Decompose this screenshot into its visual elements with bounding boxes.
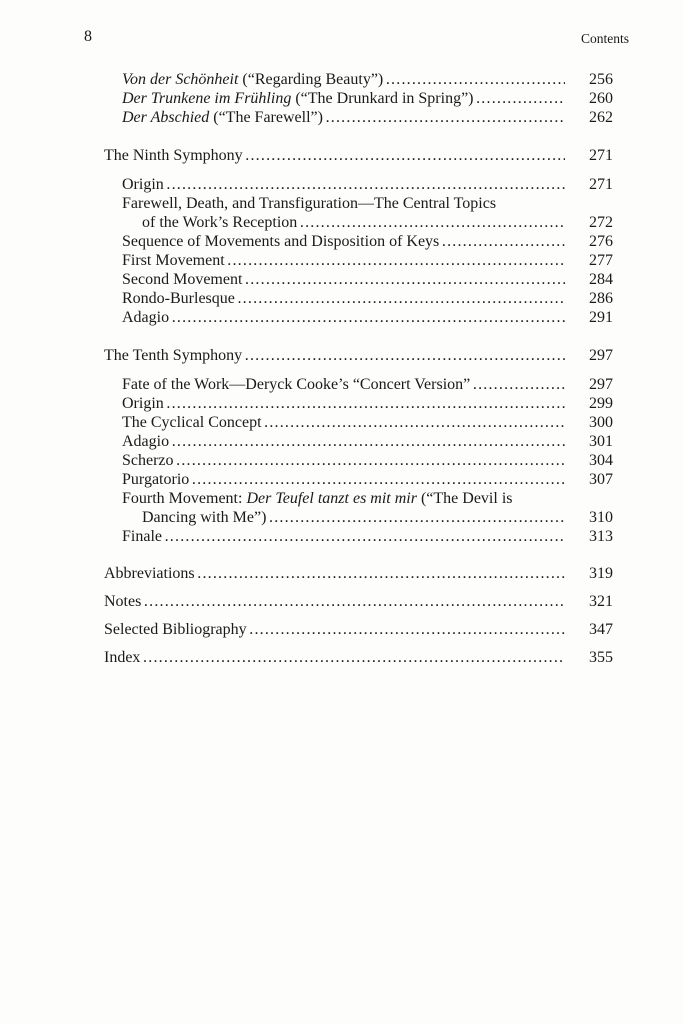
toc-entry <box>0 648 683 670</box>
toc-entry-page-number: 256 <box>589 71 613 88</box>
toc-entry-title <box>122 175 565 194</box>
toc-entry-title <box>104 648 565 667</box>
toc-entry-title <box>104 146 565 165</box>
toc-entry-title <box>122 527 565 546</box>
toc-entry-text: Selected Bibliography <box>104 621 247 638</box>
toc-entry-text: (“The Devil is <box>416 490 513 507</box>
toc-entry-title <box>122 451 565 470</box>
toc-entry-page-number: 301 <box>589 433 613 450</box>
toc-entry-text: Origin <box>122 176 164 193</box>
toc-entry <box>0 146 683 168</box>
toc-entry <box>0 620 683 642</box>
toc-entry-page-number: 272 <box>589 214 613 231</box>
toc-entry-title <box>122 413 565 432</box>
toc-entry-title <box>122 489 565 508</box>
toc-entry-page-number: 319 <box>589 565 613 582</box>
toc-entry-page-number: 271 <box>589 176 613 193</box>
toc-entry-title <box>122 432 565 451</box>
toc-entry-page-number: 297 <box>589 347 613 364</box>
toc-entry-italic-title: Der Trunkene im Frühling <box>122 90 292 107</box>
toc-entry-page-number: 260 <box>589 90 613 107</box>
toc-entry-text: (“The Drunkard in Spring”) <box>291 90 474 107</box>
toc-entry-title <box>122 470 565 489</box>
toc-entry-text: Dancing with Me”) <box>142 509 267 526</box>
toc-entry <box>0 308 683 330</box>
toc-entry-page-number: 262 <box>589 109 613 126</box>
toc-entry-title <box>104 346 565 365</box>
toc-entry <box>0 527 683 549</box>
toc-entry-text: of the Work’s Reception <box>142 214 298 231</box>
toc-entry-title <box>104 592 565 611</box>
toc-entry-text: Finale <box>122 528 162 545</box>
toc-entry-title <box>122 232 565 251</box>
toc-entry-italic-title: Von der Schönheit <box>122 71 239 88</box>
toc-entry-text: Fate of the Work—Deryck Cooke’s “Concert Version” <box>122 376 471 393</box>
toc-entry-page-number: 297 <box>589 376 613 393</box>
toc-entry-page-number: 300 <box>589 414 613 431</box>
toc-entry-page-number: 286 <box>589 290 613 307</box>
toc-entry-title <box>122 289 565 308</box>
toc-entry-page-number: 310 <box>589 509 613 526</box>
toc-entry-page-number: 355 <box>589 649 613 666</box>
toc-entry-text: Origin <box>122 395 164 412</box>
toc-entry-text: The Cyclical Concept <box>122 414 262 431</box>
page-number: 8 <box>84 28 92 45</box>
toc-entry-page-number: 276 <box>589 233 613 250</box>
toc-entry-text: First Movement <box>122 252 225 269</box>
toc-entry-page-number: 291 <box>589 309 613 326</box>
toc-entry-page-number: 271 <box>589 147 613 164</box>
toc-entry-page-number: 304 <box>589 452 613 469</box>
toc-entry-text: Second Movement <box>122 271 243 288</box>
toc-entry-title <box>104 564 565 583</box>
toc-entry <box>0 108 683 130</box>
toc-entry-title <box>104 620 565 639</box>
toc-entry-text: Adagio <box>122 433 170 450</box>
toc-entry-text: (“Regarding Beauty”) <box>238 71 384 88</box>
toc-entry-title <box>122 70 565 89</box>
toc-entry-text: Abbreviations <box>104 565 195 582</box>
toc-entry-title <box>142 508 565 527</box>
running-head: Contents <box>580 31 629 46</box>
toc-entry-text: Fourth Movement: <box>122 490 247 507</box>
toc-entry-italic-title: Der Teufel tanzt es mit mir <box>246 490 417 507</box>
toc-entry-page-number: 307 <box>589 471 613 488</box>
toc-entry-page-number: 321 <box>589 593 613 610</box>
toc-entry-page-number: 299 <box>589 395 613 412</box>
toc-entry-title <box>122 108 565 127</box>
toc-entry-page-number: 347 <box>589 621 613 638</box>
toc-entry-title <box>122 251 565 270</box>
toc-entry-text: The Ninth Symphony <box>104 147 243 164</box>
toc-entry-page-number: 313 <box>589 528 613 545</box>
toc-entry-title <box>122 89 565 108</box>
toc-entry-page-number: 284 <box>589 271 613 288</box>
toc-entry-title <box>122 270 565 289</box>
toc-entry-text: Scherzo <box>122 452 174 469</box>
toc-entry-text: Index <box>104 649 141 666</box>
toc-entry-title <box>142 213 565 232</box>
toc-entry-text: (“The Farewell”) <box>209 109 323 126</box>
toc-entry-title <box>122 194 565 213</box>
toc-entry <box>0 592 683 614</box>
toc-entry-title <box>122 394 565 413</box>
toc-entry-text: Sequence of Movements and Disposition of Keys <box>122 233 440 250</box>
toc-entry-italic-title: Der Abschied <box>122 109 210 126</box>
toc-entry-text: Farewell, Death, and Transfiguration—The Central Topics <box>122 195 497 212</box>
toc-entry-text: The Tenth Symphony <box>104 347 243 364</box>
toc-entry-text: Rondo-Burlesque <box>122 290 235 307</box>
toc-entry <box>0 564 683 586</box>
toc-entry-text: Notes <box>104 593 142 610</box>
toc-entry-text: Purgatorio <box>122 471 190 488</box>
toc-entry-text: Adagio <box>122 309 170 326</box>
toc-entry-title <box>122 375 565 394</box>
toc-entry-page-number: 277 <box>589 252 613 269</box>
toc-entry <box>0 346 683 368</box>
toc-entry-title <box>122 308 565 327</box>
